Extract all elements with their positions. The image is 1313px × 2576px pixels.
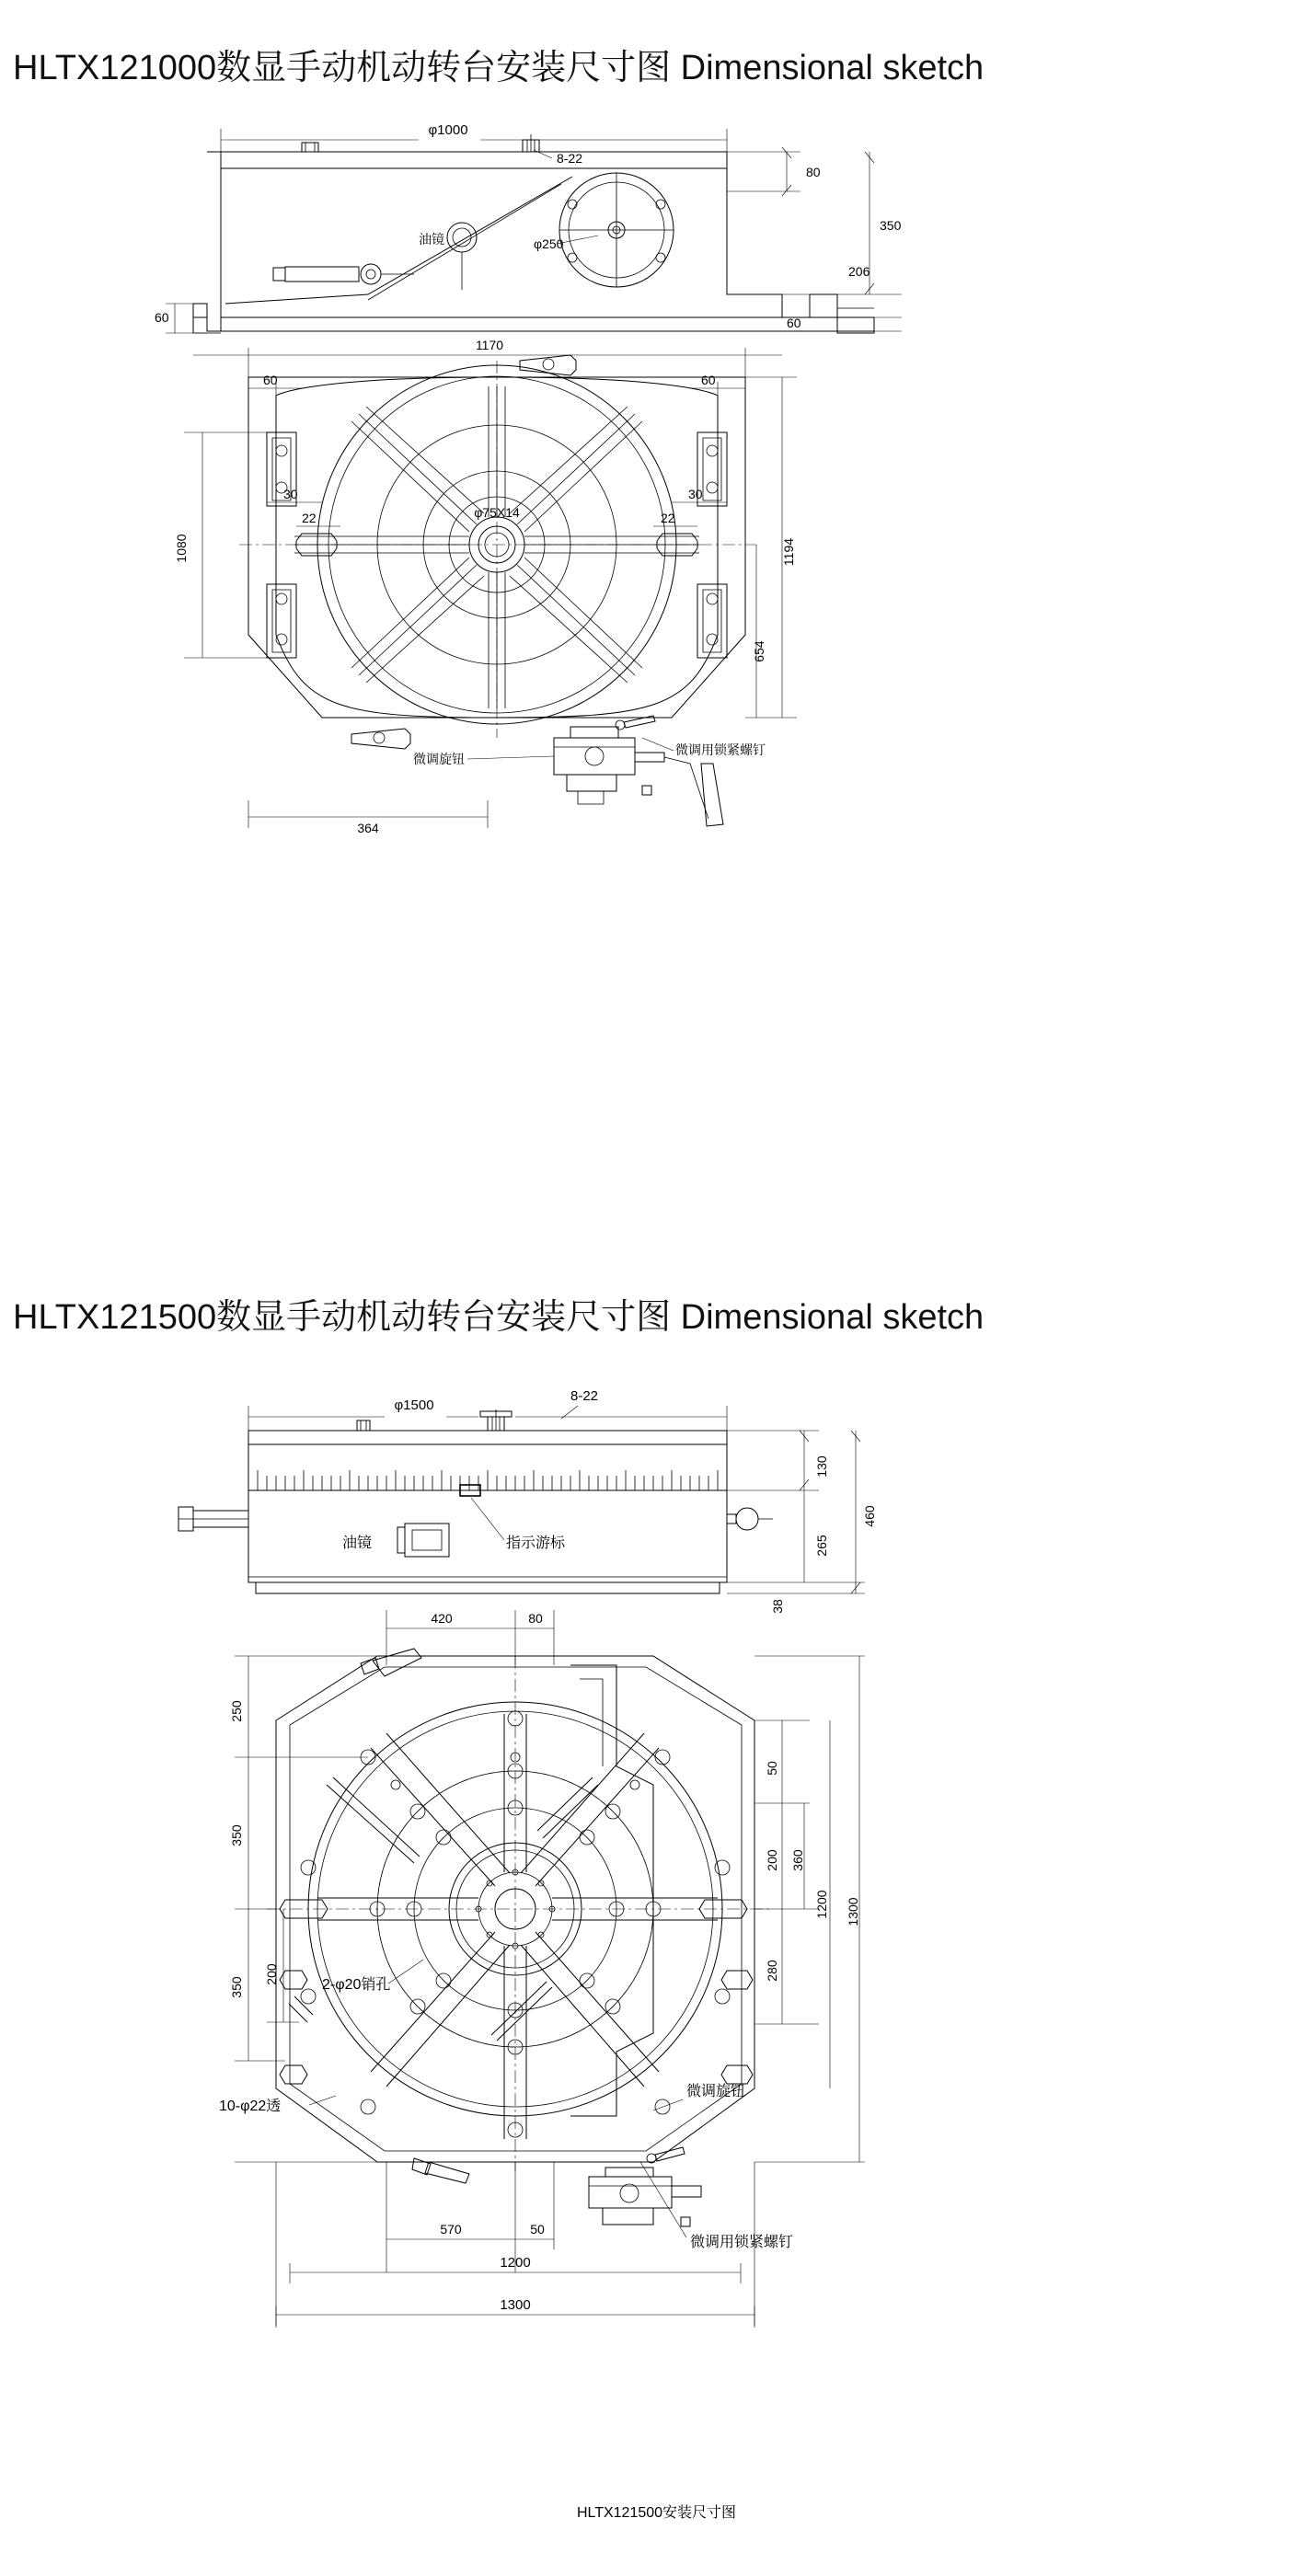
fig1-dim-1080: 1080: [174, 534, 189, 563]
fig1-dim-22-l: 22: [302, 511, 317, 525]
fig2-dim-360: 360: [790, 1849, 805, 1871]
fig1-label-oil-sight: 油镜: [419, 232, 444, 247]
fig2-label-fine-knob: 微调旋钮: [686, 2084, 746, 2099]
fig2-label-through-holes: 10-φ22透: [219, 2099, 282, 2114]
fig2-dim-460: 460: [862, 1505, 877, 1527]
fig2-dim-1200-right: 1200: [814, 1890, 829, 1919]
fig2-dim-250: 250: [229, 1700, 244, 1722]
fig1-label-8-22: 8-22: [557, 151, 583, 166]
fig2-label-vernier: 指示游标: [506, 1535, 566, 1551]
fig1-dim-60-right: 60: [787, 316, 801, 330]
fig1-dim-364: 364: [357, 821, 379, 835]
fig1-label-fine-knob: 微调旋钮: [413, 752, 465, 766]
fig1-dim-22-r: 22: [661, 511, 675, 525]
fig2-dim-350-bottom: 350: [229, 1976, 244, 1998]
fig1-label-lock-screw: 微调用锁紧螺钉: [675, 742, 766, 757]
fig2-plan-view: [219, 1610, 865, 2328]
fig1-dim-30-r: 30: [688, 487, 703, 501]
fig1-dim-60-r: 60: [701, 373, 716, 387]
fig2-label-oil-sight: 油镜: [342, 1535, 373, 1551]
fig2-dim-80: 80: [528, 1611, 543, 1626]
page-title-2: HLTX121500数显手动机动转台安装尺寸图 Dimensional sketch: [13, 1298, 985, 1337]
figure-hltx121000: [138, 120, 1196, 1224]
fig2-dim-200-left: 200: [264, 1963, 279, 1985]
fig2-dim-280: 280: [765, 1960, 779, 1982]
fig1-dim-60-left: 60: [155, 310, 169, 325]
fig2-dim-420: 420: [431, 1611, 453, 1626]
fig1-dim-60-l: 60: [263, 373, 278, 387]
fig1-front-view: [155, 122, 902, 333]
fig2-dim-350-top: 350: [229, 1824, 244, 1846]
fig2-dim-200-right: 200: [765, 1849, 779, 1871]
fig1-label-center-bore: φ75X14: [474, 505, 520, 520]
fig2-label-phi1500: φ1500: [394, 1397, 434, 1413]
fig1-dim-30-l: 30: [283, 487, 298, 501]
fig2-dim-130: 130: [814, 1455, 829, 1478]
fig2-dim-50-right: 50: [765, 1761, 779, 1776]
fig2-label-pin-holes: 2-φ20销孔: [322, 1977, 391, 1993]
fig1-dim-80: 80: [806, 165, 821, 179]
figure-caption: HLTX121500安装尺寸图: [576, 2505, 737, 2521]
figure-hltx121500: [138, 1352, 1196, 2548]
fig2-dim-1300-bottom: 1300: [500, 2297, 531, 2313]
fig2-label-lock-screw: 微调用锁紧螺钉: [690, 2235, 794, 2250]
fig2-dim-50-bottom: 50: [530, 2222, 545, 2237]
fig2-dim-1300-right: 1300: [846, 1897, 860, 1926]
fig1-label-phi1000: φ1000: [428, 122, 468, 138]
fig2-dim-265: 265: [814, 1535, 829, 1557]
fig1-dim-654: 654: [752, 640, 766, 662]
fig2-front-view: [179, 1388, 877, 1614]
fig1-dim-350: 350: [880, 218, 902, 233]
fig1-dim-1170: 1170: [475, 338, 504, 352]
fig2-label-8-22: 8-22: [570, 1388, 599, 1404]
fig1-plan-view: [174, 338, 797, 835]
fig2-dim-570: 570: [440, 2222, 462, 2237]
fig1-label-phi250: φ250: [534, 236, 564, 251]
fig2-dim-38: 38: [770, 1599, 785, 1614]
fig1-dim-1194: 1194: [781, 537, 796, 567]
fig2-dim-1200-bottom: 1200: [500, 2255, 531, 2271]
fig1-dim-206: 206: [848, 264, 870, 279]
page-title-1: HLTX121000数显手动机动转台安装尺寸图 Dimensional sketch: [13, 49, 985, 87]
